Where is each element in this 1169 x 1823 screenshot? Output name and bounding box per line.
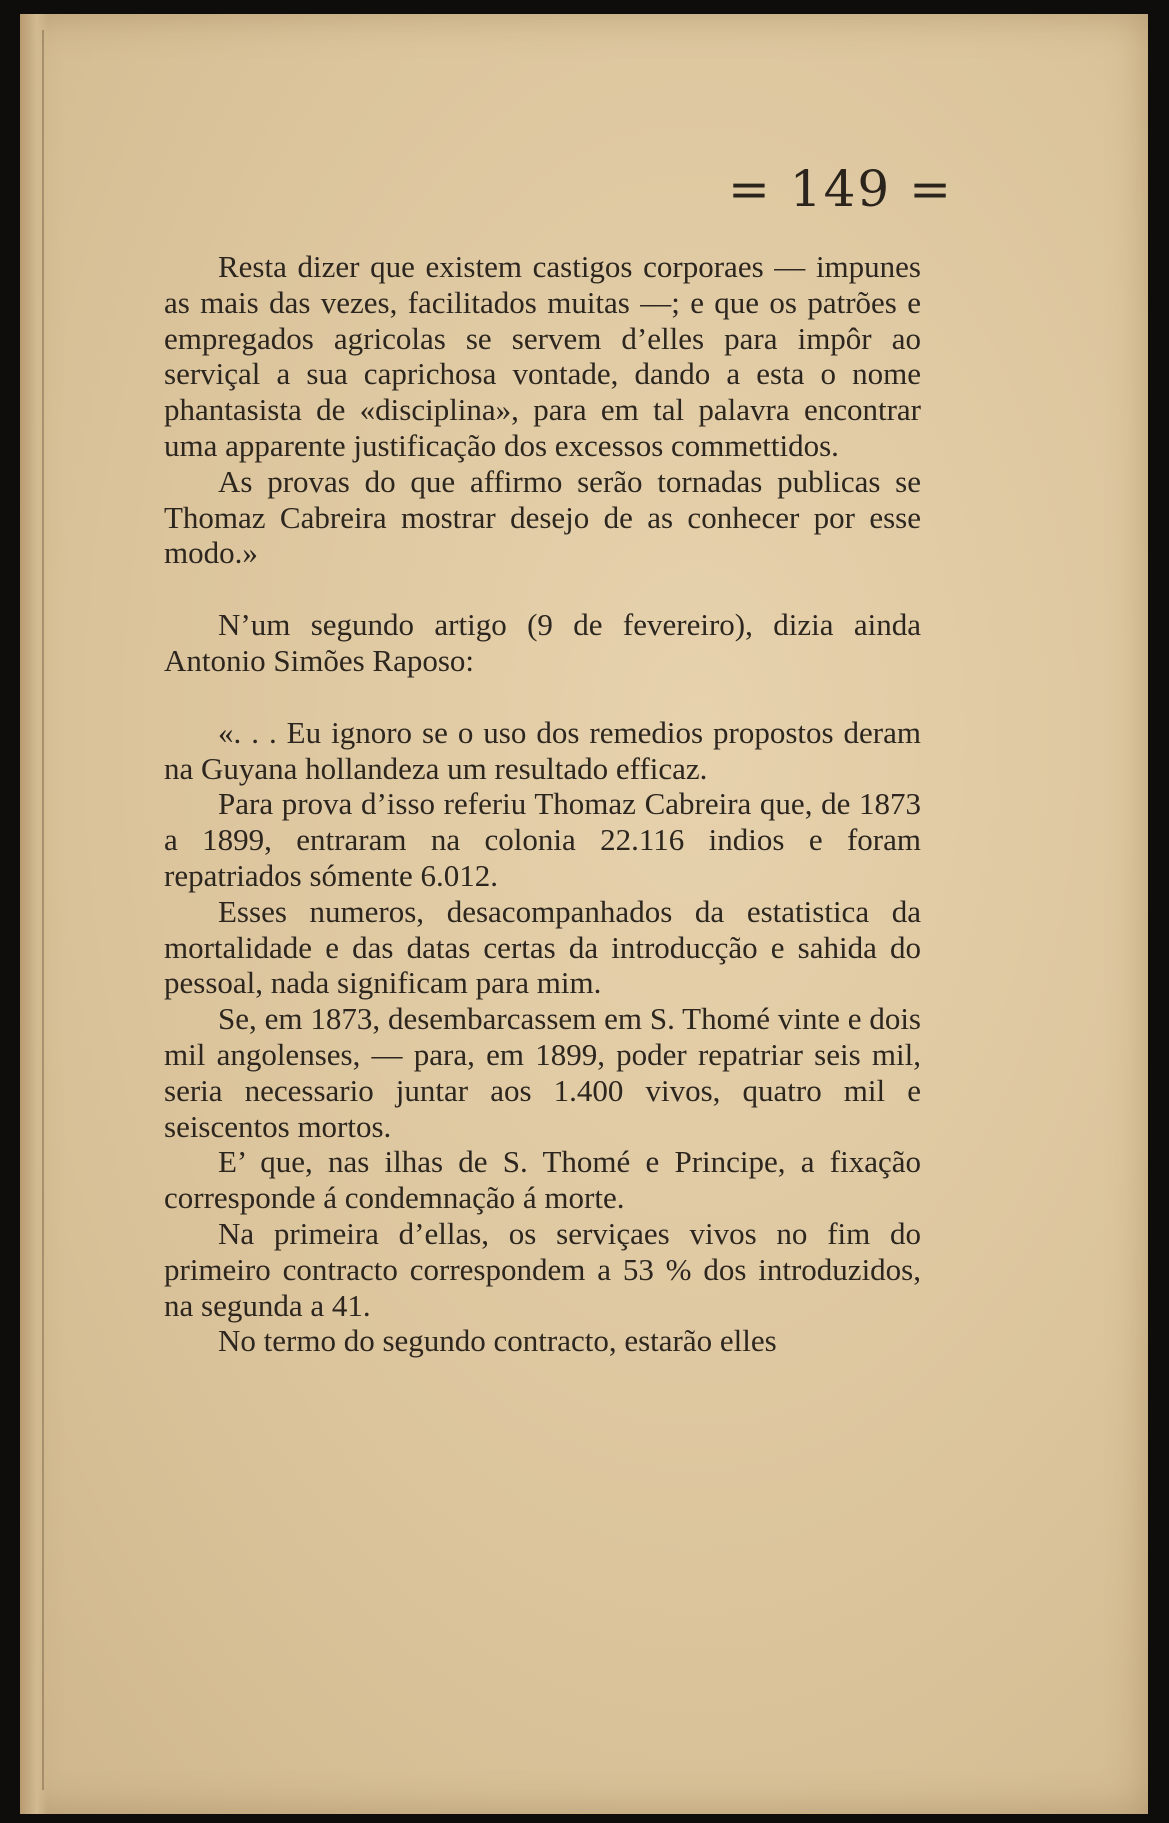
paragraph: Para prova d’isso referiu Thomaz Cabreira que, de 1873 a 1899, entraram na colonia 22.116 indios e foram repatriados sómente 6.012. [164,786,921,893]
paragraph: No termo do segundo contracto, estarão elles [218,1323,777,1359]
paragraph: «. . . Eu ignoro se o uso dos remedios propostos deram na Guyana hollandeza um resultado efficaz. [164,714,921,786]
paragraph: E’ que, nas ilhas de S. Thomé e Principe, a fixação corresponde á condemnação á morte. [164,1144,921,1216]
binding-line [42,30,44,1790]
paragraph: Resta dizer que existem castigos corporaes — impunes as mais das vezes, facilitados muitas —; e que os patrões e empregados agricolas se servem d’elles para impôr ao serviçal a sua caprichosa vontade, dando a esta o nome phantasista de «disciplina», para em tal palavra encontrar uma apparente justificação dos excessos commettidos. [164,249,921,463]
paragraph: Esses numeros, desacompanhados da estatistica da mortalidade e das datas certas da introducção e sahida do pessoal, nada significam para mim. [164,893,921,1001]
paragraph: Na primeira d’ellas, os serviçaes vivos no fim do primeiro contracto correspondem a 53 % dos introduzidos, na segunda a 41. [164,1215,921,1323]
body-text [164,249,921,1359]
paragraph: Se, em 1873, desembarcassem em S. Thomé vinte e dois mil angolenses, — para, em 1899, poder repatriar seis mil, seria necessario juntar aos 1.400 vivos, quatro mil e seiscentos mortos. [164,1001,921,1144]
paragraph: As provas do que affirmo serão tornadas publicas se Thomaz Cabreira mostrar desejo de as conhecer por esse modo.» [164,463,921,571]
paragraph: N’um segundo artigo (9 de fevereiro), dizia ainda Antonio Simões Raposo: [164,607,921,678]
page-number: = 149 = [728,160,954,218]
